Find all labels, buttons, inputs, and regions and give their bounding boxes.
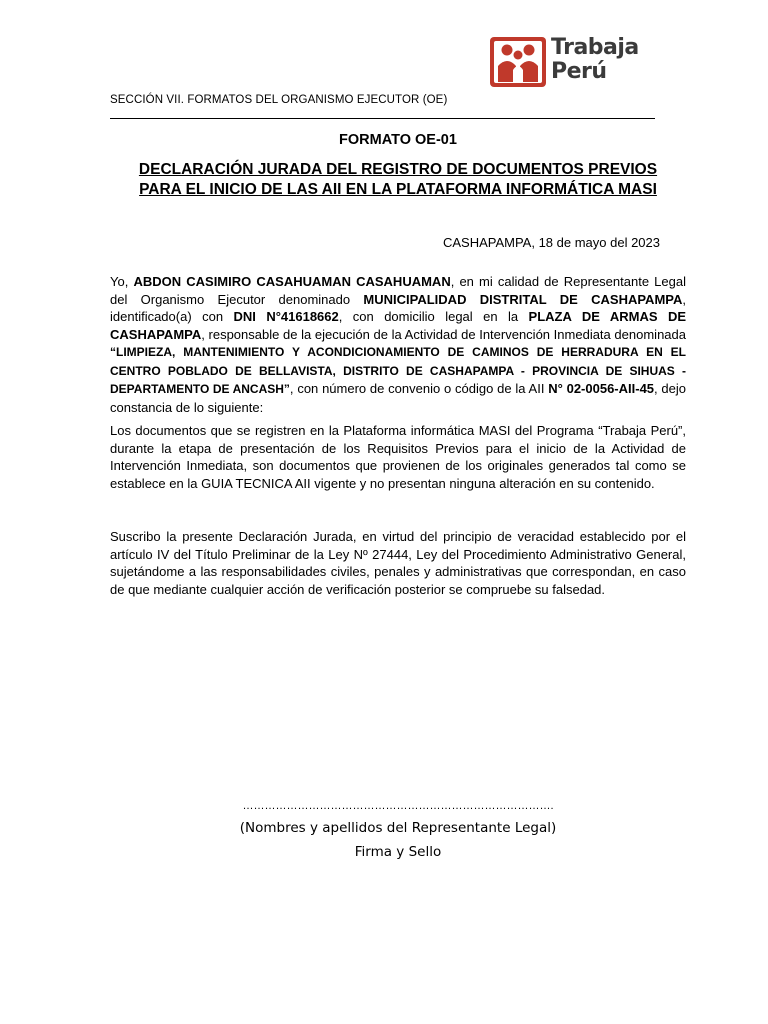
agreement-code: N° 02-0056-AII-45 xyxy=(548,381,655,396)
p1-text: , identificado(a) con xyxy=(110,291,686,324)
trabaja-peru-logo-mark xyxy=(489,36,547,88)
organization-name: MUNICIPALIDAD DISTRITAL DE CASHAPAMPA xyxy=(363,291,683,307)
p1-text: , en mi calidad de Representante Legal del Organismo Ejecutor denominado xyxy=(110,274,686,307)
signature-line: …………………………………………………………………………. xyxy=(242,800,554,812)
declaration-paragraph-1 xyxy=(110,273,686,416)
logo-line-1: Trabaja xyxy=(551,35,639,60)
document-title-line-1: DECLARACIÓN JURADA DEL REGISTRO DE DOCUMENTOS PREVIOS xyxy=(138,161,658,178)
representative-name: ABDON CASIMIRO CASAHUAMAN CASAHUAMAN xyxy=(133,274,451,289)
place-date: CASHAPAMPA, 18 de mayo del 2023 xyxy=(442,235,660,250)
section-header: SECCIÓN VII. FORMATOS DEL ORGANISMO EJECUTOR (OE) xyxy=(110,94,448,106)
p1-text: Yo, xyxy=(110,274,134,289)
logo-text xyxy=(551,36,639,84)
document-title-line-2: PARA EL INICIO DE LAS AII EN LA PLATAFORMA INFORMÁTICA MASI xyxy=(139,181,657,198)
p1-text: , dejo constancia de lo siguiente: xyxy=(110,381,687,415)
p1-text: , con domicilio legal en la xyxy=(338,309,529,324)
format-code: FORMATO OE-01 xyxy=(339,132,457,148)
declaration-paragraph-3: Suscribo la presente Declaración Jurada, en virtud del principio de veracidad establecido por el artículo IV del Título Preliminar de la Ley Nº 27444, Ley del Procedimiento Administrativo General, sujetándome a las responsabilidades civiles, penales y administrativas que correspondan, en caso de que mediante cualquier acción de verificación posterior se compruebe su falsedad. xyxy=(110,529,686,597)
header-divider xyxy=(110,118,655,119)
activity-name: “LIMPIEZA, MANTENIMIENTO Y ACONDICIONAMIENTO DE CAMINOS DE HERRADURA EN EL CENTRO POBLADO DE BELLAVISTA, DISTRITO DE CASHAPAMPA - PROVINCIA DE SIHUAS - DEPARTAMENTO DE ANCASH” xyxy=(110,345,686,396)
dni-number: DNI N°41618662 xyxy=(233,309,339,324)
signature-name-label: (Nombres y apellidos del Representante Legal) xyxy=(239,820,557,836)
signature-firma-label: Firma y Sello xyxy=(354,844,442,860)
declaration-paragraph-2: Los documentos que se registren en la Plataforma informática MASI del Programa “Trabaja Perú”, durante la etapa de presentación de los Requisitos Previos para el inicio de la Actividad de Intervención Inmediata, son documentos que provienen de los originales generados tal como se establece en la GUIA TECNICA AII vigente y no presentan ninguna alteración en su contenido. xyxy=(110,423,686,491)
legal-address: PLAZA DE ARMAS DE CASHAPAMPA xyxy=(110,309,686,342)
p1-text: , con número de convenio o código de la AII xyxy=(289,381,549,396)
logo-line-2: Perú xyxy=(551,59,607,84)
trabaja-peru-logo xyxy=(489,36,639,88)
document-title xyxy=(110,160,686,200)
p1-text: , responsable de la ejecución de la Actividad de Intervención Inmediata denominada xyxy=(201,326,686,342)
